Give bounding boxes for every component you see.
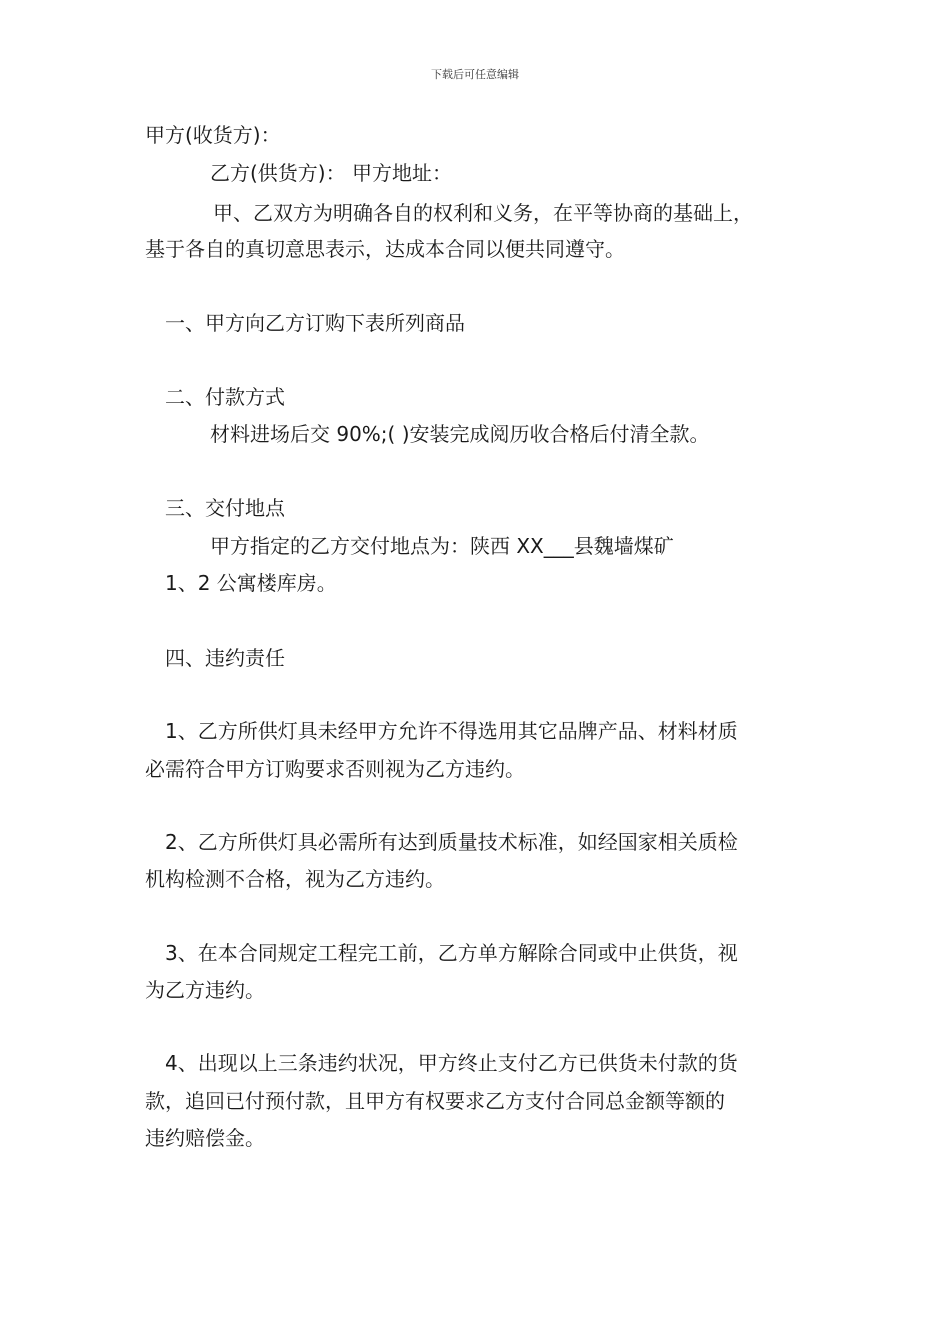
clause-2-line-2: 机构检测不合格，视为乙方违约。	[145, 867, 445, 891]
section-3-body-line-2: 1、2 公寓楼库房。	[165, 571, 337, 595]
clause-4-line-1: 4、出现以上三条违约状况，甲方终止支付乙方已供货未付款的货	[165, 1051, 738, 1075]
clause-3-line-2: 为乙方违约。	[145, 978, 265, 1002]
clause-3-line-1: 3、在本合同规定工程完工前，乙方单方解除合同或中止供货，视	[165, 941, 738, 965]
intro-line-2: 基于各自的真切意思表示，达成本合同以便共同遵守。	[145, 237, 625, 261]
section-3-body-line-1: 甲方指定的乙方交付地点为：陕西 XX___县魏墙煤矿	[210, 534, 674, 558]
section-3-title: 三、交付地点	[165, 496, 285, 520]
clause-4-line-3: 违约赔偿金。	[145, 1126, 265, 1150]
section-1-title: 一、甲方向乙方订购下表所列商品	[165, 311, 465, 335]
page-header: 下载后可任意编辑	[431, 68, 519, 81]
section-2-body: 材料进场后交 90%;( )安装完成阅历收合格后付清全款。	[210, 422, 710, 446]
clause-2-line-1: 2、乙方所供灯具必需所有达到质量技术标准，如经国家相关质检	[165, 830, 738, 854]
clause-1-line-2: 必需符合甲方订购要求否则视为乙方违约。	[145, 757, 525, 781]
intro-line-1: 甲、乙双方为明确各自的权利和义务，在平等协商的基础上，	[213, 201, 753, 225]
clause-4-line-2: 款，追回已付预付款，且甲方有权要求乙方支付合同总金额等额的	[145, 1089, 725, 1113]
supplier-address-line: 乙方(供货方)： 甲方地址：	[210, 161, 452, 185]
buyer-line: 甲方(收货方)：	[145, 123, 281, 147]
section-2-title: 二、付款方式	[165, 385, 285, 409]
section-4-title: 四、违约责任	[165, 646, 285, 670]
clause-1-line-1: 1、乙方所供灯具未经甲方允许不得选用其它品牌产品、材料材质	[165, 719, 738, 743]
